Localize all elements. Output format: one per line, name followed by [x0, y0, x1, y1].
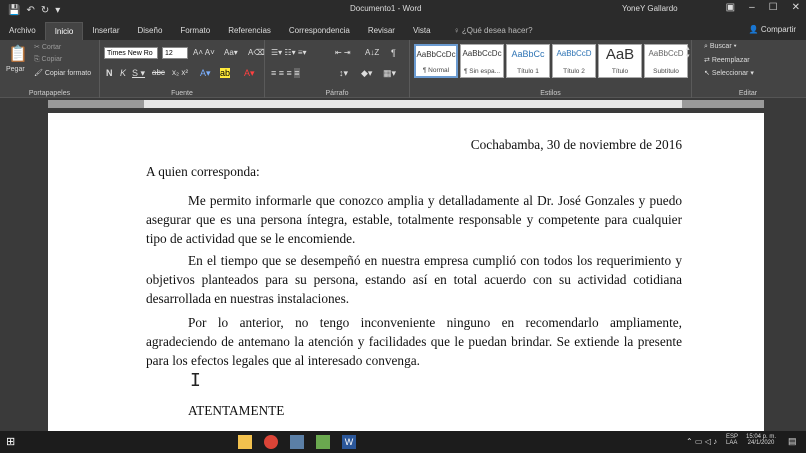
- copy-button[interactable]: [34, 56, 62, 64]
- format-painter-button[interactable]: [34, 69, 91, 77]
- closing: ATENTAMENTE: [188, 403, 285, 418]
- close-icon[interactable]: ✕: [791, 2, 800, 13]
- editing-group-label: Editar: [738, 90, 758, 97]
- clear-format-icon[interactable]: A⌫: [248, 48, 265, 57]
- lang-layout: LAA: [726, 440, 738, 446]
- copy-icon: ⎘: [34, 56, 42, 63]
- ibeam-cursor-icon: I: [190, 370, 201, 391]
- horizontal-ruler[interactable]: [0, 98, 806, 110]
- replace-label: Reemplazar: [711, 57, 750, 64]
- show-marks-icon[interactable]: ¶: [391, 48, 396, 58]
- highlight-icon[interactable]: ab: [220, 68, 231, 78]
- lang-code: ESP: [726, 434, 739, 440]
- font-group: [100, 40, 265, 98]
- style-sample: AaBbCcDc: [416, 50, 456, 59]
- ruler-right-margin: [682, 100, 764, 108]
- person-icon: 👤: [748, 25, 759, 34]
- share-button[interactable]: [749, 25, 796, 34]
- paste-button[interactable]: Pegar: [6, 66, 25, 73]
- subscript-superscript-icons[interactable]: x₂ x²: [172, 68, 188, 77]
- style-subtitle[interactable]: [644, 44, 688, 78]
- copy-label: Copiar: [41, 56, 63, 63]
- tab-insertar[interactable]: Insertar: [92, 26, 120, 35]
- paragraph-1: Me permito informarle que conozco amplia y detalladamente al Dr. José Gonzales y puedo asegurar que es una persona íntegra, estable, totalmente responsable y competente para cualquier tipo de actividad que se le encomiende.: [146, 193, 682, 246]
- cut-label: Cortar: [41, 44, 62, 51]
- borders-icon[interactable]: ▦▾: [383, 68, 397, 78]
- style-heading-1[interactable]: [506, 44, 550, 78]
- share-label: Compartir: [760, 25, 796, 34]
- ribbon-tabs: [0, 20, 806, 40]
- grow-shrink-font-icons[interactable]: A˄ A˅: [193, 48, 215, 57]
- tell-me-search[interactable]: [440, 22, 533, 40]
- sort-icon[interactable]: A↓Z: [365, 48, 380, 57]
- taskbar: [0, 431, 806, 453]
- tab-diseno[interactable]: Diseño: [137, 26, 163, 35]
- window-title: Documento1 - Word: [350, 4, 422, 13]
- quick-access-toolbar: [0, 5, 150, 16]
- font-name-select[interactable]: Times New Ro: [104, 47, 158, 59]
- style-sample: AaBbCcD: [648, 49, 684, 58]
- tray-icons[interactable]: ⌃ ▭ ◁ ♪: [686, 437, 718, 446]
- paragraph-2: En el tiempo que se desempeñó en nuestra empresa cumplió con todos los requerimiento y objetivos planteados para su persona, estando así en total acuerdo con su actividad cotidiana desarrollada en nuestras instalaciones.: [146, 253, 682, 306]
- cursor-icon: ↖: [704, 70, 712, 77]
- replace-icon: ⇄: [704, 57, 712, 64]
- windows-start-icon[interactable]: ⊞: [6, 436, 16, 448]
- customize-qat-icon[interactable]: ▾: [55, 4, 61, 16]
- paste-icon[interactable]: 📋: [8, 46, 28, 63]
- style-title[interactable]: [598, 44, 642, 78]
- window-controls: [726, 2, 800, 13]
- brush-icon: 🖌: [34, 70, 45, 77]
- replace-button[interactable]: [704, 56, 750, 64]
- font-size-select[interactable]: 12: [162, 47, 188, 59]
- list-icons[interactable]: ☰▾ ☷▾ ≡▾: [271, 48, 307, 57]
- word-icon[interactable]: W: [342, 435, 356, 449]
- tab-inicio[interactable]: Inicio: [45, 22, 84, 40]
- user-name[interactable]: YoneY Gallardo: [622, 4, 678, 13]
- file-explorer-icon[interactable]: [238, 435, 252, 449]
- clipboard-group-label: Portapapeles: [28, 90, 71, 97]
- notifications-icon[interactable]: ▤: [788, 436, 797, 446]
- select-label: Seleccionar: [711, 70, 749, 77]
- ruler-left-margin: [48, 100, 144, 108]
- lightbulb-icon: ♀: [453, 26, 460, 35]
- clock[interactable]: [746, 434, 776, 446]
- select-button[interactable]: ↖ Seleccionar ▾: [704, 70, 754, 77]
- style-name: Título 2: [563, 68, 585, 75]
- style-name: Subtítulo: [653, 68, 679, 75]
- shading-icon[interactable]: ◆▾: [361, 68, 373, 78]
- style-name: Título: [611, 68, 629, 75]
- style-no-spacing[interactable]: [460, 44, 504, 78]
- style-sample: AaBbCcD: [556, 49, 592, 58]
- search-icon: ⌕: [704, 43, 710, 50]
- style-normal[interactable]: [414, 44, 458, 78]
- styles-group: [410, 40, 692, 98]
- styles-group-label: Estilos: [540, 90, 561, 97]
- title-bar: [0, 0, 806, 20]
- salutation: A quien corresponda:: [146, 164, 260, 179]
- document-canvas: [0, 110, 806, 431]
- style-sample: AaBbCc: [511, 49, 545, 59]
- app-icon[interactable]: [290, 435, 304, 449]
- document-page[interactable]: [48, 113, 764, 431]
- language-indicator[interactable]: [726, 434, 738, 446]
- ribbon: [0, 40, 806, 98]
- strikethrough-button[interactable]: abc: [152, 68, 165, 77]
- change-case-icon[interactable]: Aa▾: [224, 48, 238, 57]
- bold-button[interactable]: N: [106, 68, 113, 78]
- editing-group: [698, 40, 798, 98]
- cut-button[interactable]: [34, 43, 61, 51]
- chrome-icon[interactable]: [264, 435, 278, 449]
- italic-button[interactable]: K: [120, 68, 127, 78]
- tab-vista[interactable]: Vista: [412, 26, 431, 35]
- tab-correspondencia[interactable]: Correspondencia: [288, 26, 350, 35]
- date-line: Cochabamba, 30 de noviembre de 2016: [470, 137, 682, 152]
- tell-me-text: ¿Qué desea hacer?: [461, 26, 533, 35]
- maximize-icon[interactable]: ☐: [768, 2, 778, 13]
- justify-active-icon[interactable]: ≡: [294, 68, 300, 78]
- clock-date: 24/1/2020: [747, 440, 775, 446]
- paragraph-group-label: Párrafo: [325, 90, 349, 97]
- tab-formato[interactable]: Formato: [180, 26, 211, 35]
- style-heading-2[interactable]: [552, 44, 596, 78]
- alignment-icons[interactable]: ≡ ≡ ≡ ≡: [271, 68, 300, 78]
- tab-referencias[interactable]: Referencias: [228, 26, 271, 35]
- underline-button[interactable]: S ▾: [132, 68, 146, 78]
- chart-app-icon[interactable]: [316, 435, 330, 449]
- find-label: Buscar: [709, 43, 732, 50]
- paragraph-group: [265, 40, 410, 98]
- tab-archivo[interactable]: Archivo: [9, 26, 36, 35]
- font-group-label: Fuente: [171, 90, 193, 97]
- line-spacing-icon[interactable]: ↕▾: [339, 68, 349, 78]
- tab-revisar[interactable]: Revisar: [367, 26, 395, 35]
- clock-time: 15:04 p. m.: [746, 434, 777, 440]
- style-name: ¶ Normal: [422, 67, 450, 74]
- font-color-icon[interactable]: A▾: [244, 68, 255, 78]
- find-button[interactable]: ⌕ Buscar ▾: [704, 43, 737, 50]
- scissors-icon: ✂: [34, 44, 42, 51]
- style-sample: AaB: [605, 46, 635, 63]
- ribbon-display-icon[interactable]: ▣: [725, 2, 736, 13]
- style-name: Título 1: [517, 68, 539, 75]
- minimize-icon[interactable]: –: [749, 2, 755, 13]
- redo-icon[interactable]: ↻: [40, 4, 50, 16]
- save-icon[interactable]: 💾: [8, 4, 21, 16]
- style-name: ¶ Sin espa...: [463, 68, 500, 75]
- text-effects-icon[interactable]: A▾: [200, 68, 211, 78]
- undo-icon[interactable]: ↶: [26, 4, 35, 16]
- styles-scroll-icon[interactable]: ▴ ▾: [686, 45, 690, 60]
- paragraph-3: Por lo anterior, no tengo inconveniente ninguno en recomendarlo ampliamente, agradeciendo de antemano la atención y facilidades que le puedan brindar. Se extiende la presente para los efectos legales que al interesado convenga.: [146, 315, 682, 368]
- format-painter-label: Copiar formato: [44, 70, 92, 77]
- indent-icons[interactable]: ⇤ ⇥: [335, 48, 351, 57]
- clipboard-group: [0, 40, 100, 98]
- ruler-track: [48, 100, 764, 108]
- style-sample: AaBbCcDc: [462, 49, 502, 58]
